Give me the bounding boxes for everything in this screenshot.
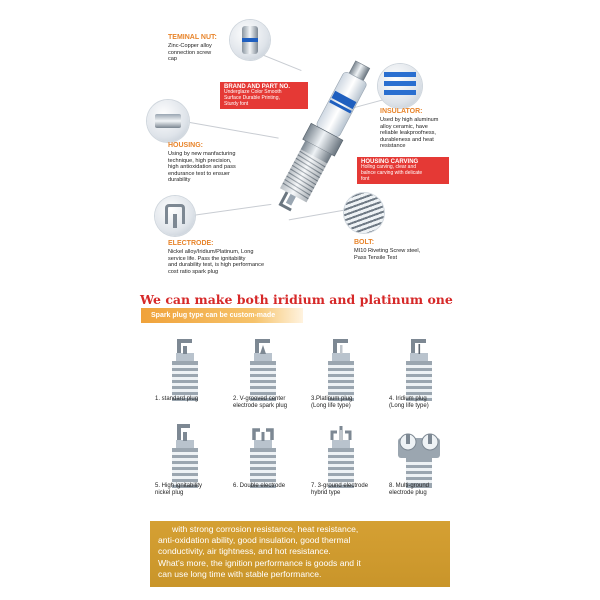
housing-detail-image	[147, 100, 189, 142]
plug-type-grid	[150, 330, 460, 500]
plug-type-image	[160, 335, 210, 403]
bolt-desc: MI10 Riveting Screw steel, Pass Tensile Test	[354, 248, 421, 261]
housing-title: HOUSING:	[168, 142, 203, 149]
summary-line: can use long time with stable performance.	[158, 568, 322, 579]
insulator-title: INSULATOR:	[380, 108, 423, 115]
plug-caption: 1. standard plug	[155, 396, 199, 402]
electrode-desc: Nickel alloy/Iridium/Platinum, Long service life. Pass the ignitability and durability test, is high performance cost ratio spark plug	[168, 249, 265, 275]
plug-type-image	[238, 422, 288, 490]
bolt-title: BOLT:	[354, 239, 375, 246]
plug-caption: 4. Iridium plug (Long life type)	[389, 396, 429, 409]
summary-line: anti-oxidation ability, good insulation, good thermal	[158, 535, 351, 546]
headline: We can make both iridium and platinum one	[140, 292, 453, 307]
plug-type-image	[316, 335, 366, 403]
summary-line: What's more, the ignition performance is goods and it	[158, 557, 361, 568]
summary-box	[150, 521, 450, 587]
terminal-nut-desc: Zinc-Copper alloy connection screw cap	[168, 43, 212, 63]
insulator-desc: Used by high aluminum alloy ceramic, have reliable leakproofness, durableness and heat resistance	[380, 117, 439, 150]
insulator-detail-image	[378, 64, 422, 108]
terminal-nut-title: TEMINAL NUT:	[168, 34, 217, 41]
plug-type-image	[238, 335, 288, 403]
electrode-detail-image	[155, 196, 195, 236]
electrode-title: ELECTRODE:	[168, 240, 214, 247]
housing-desc: Using by new manfacturing technique, high precision, high antioxidation and pass endurance test to ensuer durability	[168, 151, 236, 184]
plug-caption: 6. Double electrode	[233, 483, 286, 489]
plug-caption: 8. Multi-ground electrode plug	[389, 483, 430, 496]
plug-caption: 7. 3-ground electrode hybrid type	[311, 483, 369, 496]
plug-caption: 5. High ignitability nickel plug	[155, 483, 203, 496]
housing-carving-box: HOUSING CARVING Hollng carving, clear and balnce carving with delicate font	[357, 157, 449, 184]
bolt-detail-image	[344, 193, 384, 233]
plug-caption: 3.Platinum plug (Long life type)	[311, 396, 353, 409]
plug-caption: 2. V-grooved center electrode spark plug	[233, 396, 288, 409]
summary-line: conductivity, air tightness, and hot resistance.	[158, 546, 331, 557]
summary-line: with strong corrosion resistance, heat resistance,	[172, 524, 359, 534]
spark-plug-diagram	[0, 0, 600, 290]
custom-made-banner: Spark plug type can be custom-made	[141, 308, 303, 323]
plug-type-image	[160, 422, 210, 490]
plug-type-image	[394, 335, 444, 403]
plug-type-image	[394, 422, 444, 490]
brand-part-box: BRAND AND PART NO. Underglaze Color Smooth Surface Durable Printing, Sturdy font	[220, 82, 308, 109]
terminal-nut-detail-image	[230, 20, 270, 60]
plug-type-image	[316, 422, 366, 490]
